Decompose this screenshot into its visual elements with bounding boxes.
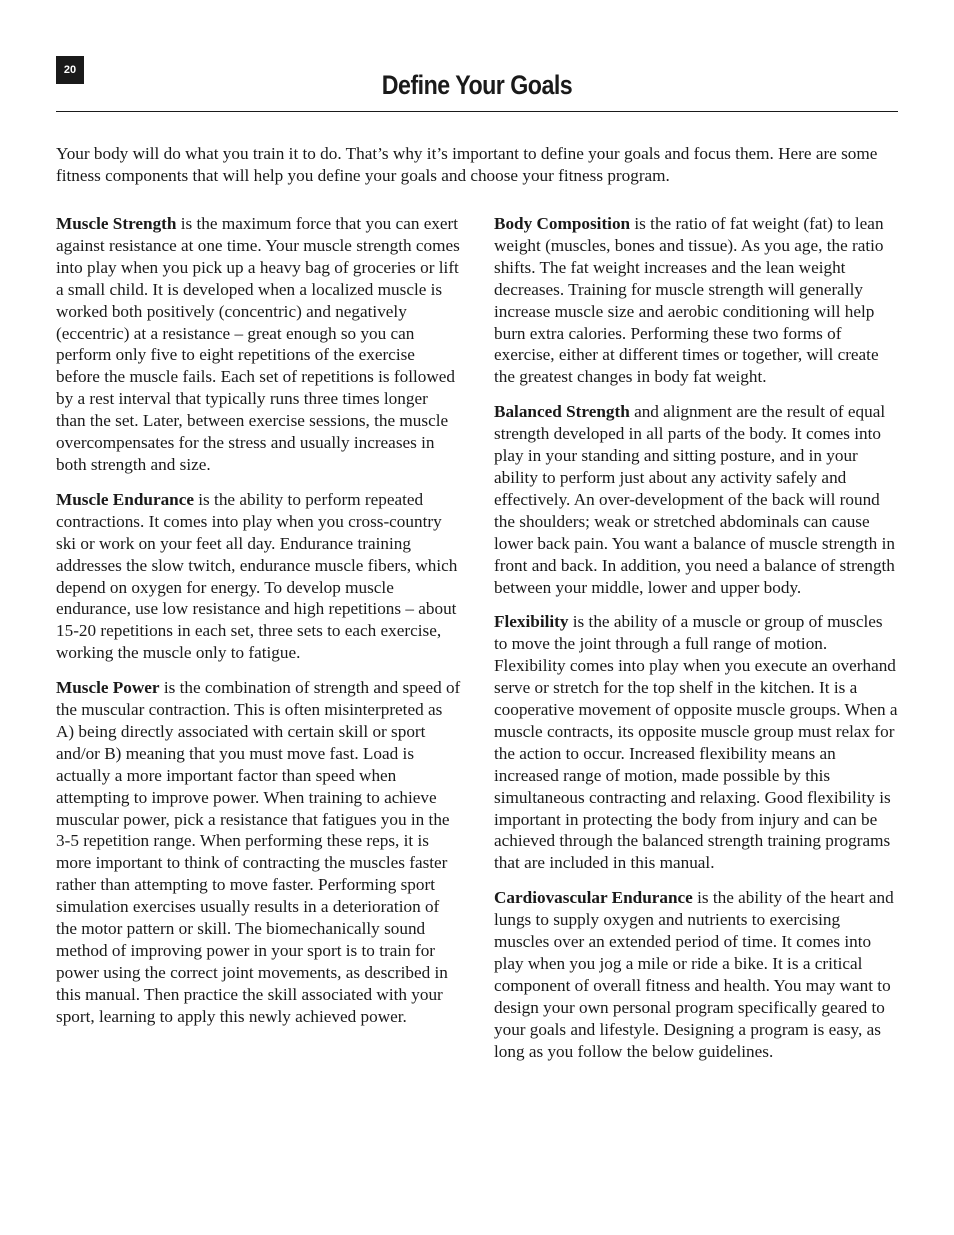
term-balanced-strength: Balanced Strength [494, 402, 630, 422]
paragraph-flexibility [494, 611, 899, 874]
title-divider [56, 111, 898, 112]
paragraph-muscle-endurance [56, 489, 461, 664]
paragraph-body-composition [494, 213, 899, 388]
paragraph-balanced-strength [494, 401, 899, 598]
right-column [494, 213, 899, 1076]
definition-muscle-power: is the combination of strength and speed of the muscular contraction. This is often misinterpreted as A) being directly associated with certain skill or sport and/or B) meaning that you must move fast. Load is actually a more important factor than speed when attempting to improve power. When training to achieve muscular power, pick a resistance that fatigues you in the 3-5 repetition range. When performing these reps, it is more important to think of contracting the muscles faster rather than attempting to move faster. Performing sport simulation exercises usually results in a deterioration of the motor pattern or skill. The biomechanically sound method of improving power in your sport is to train for power using the correct joint movements, as described in this manual. Then practice the skill associated with your sport, learning to apply this newly achieved power. [56, 678, 461, 1026]
page-number-badge: 20 [56, 56, 84, 84]
term-muscle-power: Muscle Power [56, 678, 160, 698]
definition-muscle-endurance: is the ability to perform repeated contractions. It comes into play when you cross-country ski or work on your feet all day. Endurance training addresses the slow twitch, endurance muscle fibers, which depend on oxygen for energy. To develop muscle endurance, use low resistance and high repetitions – about 15-20 repetitions in each set, three sets to each exercise, working the muscle only to fatigue. [56, 489, 458, 663]
term-muscle-strength: Muscle Strength [56, 214, 177, 233]
intro-paragraph: Your body will do what you train it to do. That’s why it’s important to define your goals and focus them. Here are some fitness components that will help you define your goals and choose your fitness program. [56, 144, 878, 185]
definition-cardiovascular-endurance: is the ability of the heart and lungs to supply oxygen and nutrients to exercising muscles over an extended period of time. It comes into play when you jog a mile or ride a bike. It is a critical component of overall fitness and health. You may want to design your own personal program specifically geared to your goals and lifestyle. Designing a program is easy, as long as you follow the below guidelines. [494, 888, 894, 1061]
term-body-composition: Body Composition [494, 214, 631, 233]
term-cardiovascular-endurance: Cardiovascular Endurance [494, 888, 693, 908]
paragraph-muscle-power [56, 677, 461, 1028]
paragraph-muscle-strength [56, 213, 461, 476]
definition-body-composition: is the ratio of fat weight (fat) to lean weight (muscles, bones and tissue). As you age, the ratio shifts. The fat weight increases and the lean weight decreases. Training for muscle strength will generally increase muscle size and aerobic conditioning will help burn extra calories. Performing these two forms of exercise, either at different times or together, will create the greatest changes in body fat weight. [494, 214, 884, 387]
left-column [56, 213, 461, 1041]
definition-muscle-strength: is the maximum force that you can exert against resistance at one time. Your muscle strength comes into play when you pick up a heavy bag of groceries or lift a small child. It is developed when a localized muscle is worked both positively (concentric) and negatively (eccentric) at a resistance – great enough so you can perform only five to eight repetitions of the exercise before the muscle fails. Each set of repetitions is followed by a rest interval that typically runs three times longer than the set. Later, between exercise sessions, the muscle overcompensates for the stress and usually increases in both strength and size. [56, 214, 460, 474]
page-title: Define Your Goals [381, 70, 573, 100]
term-muscle-endurance: Muscle Endurance [56, 489, 194, 509]
paragraph-cardiovascular-endurance [494, 887, 899, 1062]
definition-balanced-strength: and alignment are the result of equal strength developed in all parts of the body. It comes into play in your standing and sitting posture, and in your ability to perform just about any activity safely and effectively. An over-development of the back will round the shoulders; weak or stretched abdominals can cause lower back pain. You want a balance of muscle strength in front and back. In addition, you need a balance of strength between your middle, lower and upper body. [494, 402, 895, 597]
definition-flexibility: is the ability of a muscle or group of muscles to move the joint through a full range of motion. Flexibility comes into play when you execute an overhand serve or stretch for the top shelf in the kitchen. It is a cooperative movement of opposite muscle groups. When a muscle contracts, its opposite muscle group must relax for the action to occur. Increased flexibility means an increased range of motion, made possible by this simultaneous contracting and relaxing. Good flexibility is important in protecting the body from injury and can be achieved through the balanced strength training programs that are included in this manual. [494, 612, 898, 873]
term-flexibility: Flexibility [494, 612, 569, 632]
